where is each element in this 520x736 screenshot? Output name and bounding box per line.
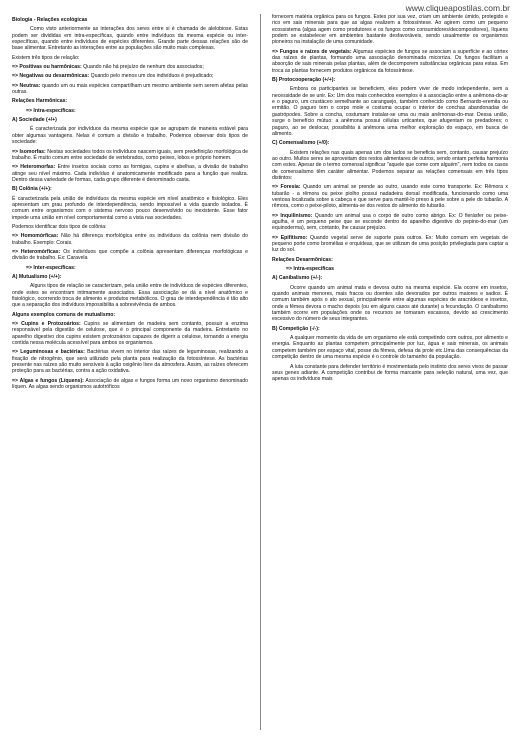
- body-paragraph: Existem três tipos de relação:: [12, 54, 80, 61]
- body-paragraph: Alguns tipos de relação se caracterizam, pela união entre de indivíduos de espécies diferentes, onde estes se encontram intimamente associados. Essa associação se dá a nível anatômico e fisiológico, ocorrendo troca de alimento e produtos metabólicos. O grau de interdependência é tão alto que a separação dos indivíduos impossibilita a sobrevivência de ambos.: [12, 283, 248, 309]
- term-label: => Inquilinismo:: [272, 212, 313, 219]
- term-label: => Isomorfas:: [12, 148, 46, 155]
- section-heading: A) Mutualismo (+/+):: [12, 274, 62, 280]
- section-heading: A) Sociedade (+/+): [12, 117, 57, 124]
- subsection-heading: => Intra-especificas: [286, 266, 335, 273]
- term-label: => Positivas ou harmônicas:: [12, 64, 82, 71]
- definition-paragraph: [12, 73, 248, 79]
- body-paragraph: Embora os participantes se beneficiem, eles podem viver de modo independente, sem a necessidade de se unir. Ex: Um dos mais conhecidos exemplos é a associação entre a anêmona-do-ar e o paguro, um crustáceo semelhante ao caranguejo, também conhecido como Bernardo-eremita ou ermitão. O paguro tem o corpo mole e costuma ocupar o interior de conchas abandonadas de gastrópodes. Sobre a concha, costumam instalar-se uma ou mais anêmonas-do-mar. Dessa união, surge o benefício mútuo: a anêmona possui células urticantes, que afugentam os predadores; o paguro, ao se deslocar, possibilita à anêmona uma melhor exploração do espaço, em busca de alimento.: [272, 86, 508, 137]
- term-label: => Fungos e raízes de vegetais:: [272, 48, 352, 55]
- section-heading: B) Colônia (+/+):: [12, 186, 52, 193]
- definition-paragraph: [12, 378, 248, 391]
- section-heading: B) Protocooperação (+/+):: [272, 77, 336, 84]
- term-label: => Heteromórficas:: [12, 248, 61, 255]
- definition-paragraph: [272, 49, 508, 74]
- term-text: Quando não há prejuízo de nenhum dos associados;: [81, 64, 204, 71]
- body-paragraph: É caracterizada pela união de indivíduos da mesma espécie em nível anatômico e fisiológico. Eles apresentam um grau profundo de interdependência, sendo impossível a vida quando isolados. É comum entre organismos com o sistema nervoso pouco desenvolvido ou inexistente. Esse fator impede uma união em nível comportamental como a vista nas sociedades.: [12, 195, 248, 221]
- definition-paragraph: [272, 184, 508, 209]
- body-paragraph: Podemos identificar dois tipos de colônia:: [12, 223, 107, 230]
- term-label: => Heteromorfas:: [12, 164, 56, 171]
- definition-paragraph: [12, 83, 248, 96]
- term-label: => Cupins e Protozoários:: [12, 321, 81, 328]
- body-paragraph: Existem relações nas quais apenas um dos lados se beneficia sem, contanto, causar prejuízo ao outro. Muitos seres se aproveitam dos restos alimentares de outros, sendo entam perfeita harmonia com estes. Apesar de o termo comensal significar "aquele que come com alguém", nem todos os casos de comensalismo têm caráter alimentar. Podemos separar as relações comensais em três tipos distintos:: [272, 149, 508, 181]
- term-text: Bactérias vivem no interior das raízes de leguminosas, realizando a fixação de nitrogênio, que será utilizado pela planta para realização da fotossíntese. As bactérias presente nas raízes são muito sensíveis à ação oxigênio livre da atmosfera. Assim, as raízes oferecem proteção para as bactérias, contra a ação oxidativa.: [12, 349, 248, 375]
- definition-paragraph: [12, 233, 248, 246]
- body-paragraph: Como visto anteriormente as interações dos seres entre si é chamada de alelobiose. Estas podem ser divididas em intra-específicas, quando entre indivíduos da mesma espécie ou inter-específicas, quando entre indivíduos de espécies diferentes. Grande parte dessas relações são de base alimentar. Entretanto as interações entre as populações são muito mais complexas.: [12, 26, 248, 52]
- term-text: Quando um animal se prende ao outro, usando este como transporte. Ex: Rêmora x tubarão - a rêmora ou peixe piolho possui nadadeira dorsal modificada, funcionando como uma ventosa localizada sobre a cabeça e que serve para mantê-lo preso à pele sobre a pele do tubarão. A rêmora, como o peixe-piloto, alimenta-se dos restos do alimento do tubarão.: [272, 184, 508, 210]
- definition-paragraph: [12, 149, 248, 162]
- term-text: Nestas sociedades todos os indivíduos nascem iguais, sem predefinição morfológica de trabalho. É muito comum entre sociedade de vertebrados, como peixes, lobos e próprio homem.: [12, 148, 248, 161]
- term-label: => Algas e fungos (Líquens):: [12, 377, 84, 384]
- section-heading: Alguns exemplos comuns de mutualismo:: [12, 311, 116, 318]
- definition-paragraph: [272, 213, 508, 232]
- term-label: => Homomórficas:: [12, 233, 59, 240]
- subsection-heading: => Intra-específicas:: [26, 107, 76, 114]
- body-paragraph: A qualquer momento da vida de um organismo ele está competindo com outros, por alimento e energia. Enquanto as plantas competem principalmente por luz, água e sais minerais, os animais competem também por espaço vital, posse da fêmea, defesa da prole etc.Uma das consequências da competição dentro de uma mesma espécie é o controle do tamanho da população.: [272, 335, 508, 361]
- term-label: => Epifitismo:: [272, 234, 308, 241]
- column-divider: [260, 14, 261, 730]
- section-heading: C) Comensalismo (+/0):: [272, 140, 330, 147]
- definition-paragraph: [12, 349, 248, 374]
- definition-paragraph: [12, 321, 248, 346]
- body-paragraph: É caracterizada por indivíduos da mesma espécie que se agrupam de maneira estável para obter algumas vantagens. Nelas é comum a divisão e trabalho. Podemos observar dois tipos de sociedade:: [12, 126, 248, 146]
- section-heading: B) Competição (-/-):: [272, 325, 320, 332]
- right-column: [272, 14, 508, 386]
- section-heading: Biologia - Relações ecológicas: [12, 17, 88, 23]
- term-text: Associação de algas e fungos forma um novo organismo denominado líquen. As algas sendo organismos autotróficos: [12, 377, 248, 391]
- section-heading: Relações Harmônicas:: [12, 98, 68, 105]
- term-label: => Leguminosas e bactérias:: [12, 349, 85, 356]
- term-text: Quando um animal usa o corpo de outro como abrigo. Ex: O fierásfer ou peixe-agulha, é um pequeno peixe que se esconde dentro do aparelho digestivo do pepino-do-mar (um equinoderma), sem, contanto, lhe causar prejuízo.: [272, 212, 509, 232]
- definition-paragraph: [272, 235, 508, 254]
- definition-paragraph: [12, 249, 248, 262]
- left-column: [12, 14, 248, 394]
- term-label: => Neutras:: [12, 82, 41, 89]
- section-heading: Relações Desarmônicas:: [272, 256, 333, 263]
- body-paragraph: Ocorre quando um animal mata e devora outro na mesma espécie. Ela ocorre em insetos, quando animais menores, mais fracos ou doentes são devorados por outros maiores e sadios. É comum também após o ato sexual, principalmente entre algumas espécies de aracnídeos e insetos, onde a fêmea devora o macho depois (ou em alguns casos até durante) a fecundação. O canibalismo também ocorre em populações onde os recursos se tornaram escassos, devido ao crescimento excessivo do número de seus integrantes.: [272, 284, 508, 323]
- definition-paragraph: [12, 64, 248, 70]
- term-text: Quando pelo menos um dos indivíduos é prejudicado;: [89, 73, 214, 80]
- body-paragraph: A luta constante para defender território é movimentada pelo instinto dos seres vivos de passar seus genes adiante. A competição contribui de forma marcante para seleção natural, uma vez, que apenas os indivíduos mais: [272, 363, 508, 383]
- term-text: Não há diferença morfológica entre os indivíduos da colônia nem divisão do trabalho. Exemplo: Corais.: [12, 233, 248, 246]
- term-text: Entre insetos sociais como as formigas, cupins e abelhas, a divisão de trabalho atinge seu nível máximo. Cada indivíduo é anatomicamente modificado para a função que realiza. Dentro dessa variedade de formas, cada grupo diferente é denominado casta.: [12, 164, 248, 183]
- term-text: Cupins se alimentam de madeira sem contanto, possuir a enzima responsável pela digestão de celulose, que é o principal componente da madeira. Entretanto no aparelho digestivo dos cupins existem protozoários capazes de digerir a celulose, tornando a energia contida nessa molécula acessível para ambos os organismos.: [12, 321, 248, 347]
- term-text: Quando vegetal serve de suporte para outros. Ex: Muito comum em vegetais de pequeno porte como bromélias e orquídeas, que se utilizam de uma posição privilegiada para captar a luz do sol.: [272, 234, 508, 254]
- term-label: => Negativas ou desarmônicas:: [12, 73, 90, 80]
- definition-paragraph: [12, 164, 248, 183]
- subsection-heading: => Inter-específicas:: [26, 264, 76, 271]
- body-paragraph: fornecem matéria orgânica para os fungos. Estes por sua vez, criam um ambiente úmido, protegido e rico em sais minerais para que as algas realizem a fotossíntese. Ao agirem como um pequeno ecossistema (algas agem como produtores e os fungos como consumidores/decompositores), líquens podem se estabelecer em ambientes bastante desfavoráveis, sendo usualmente os organismos pioneiros na instalação de uma comunidade.: [272, 14, 508, 46]
- term-label: => Foresia:: [272, 184, 301, 191]
- section-heading: A) Canibalismo (+/-):: [272, 275, 323, 282]
- term-text: quando um ou mais espécies compartilham um mesmo ambiente sem serem afetas pelas outras.: [12, 82, 248, 96]
- term-text: Algumas espécies de fungos se associam a superfície e ao córtex das raízes de plantas, formando uma associação denominada micorriza. Os fungos facilitam a absorção de sais minerais pelas plantas, além de decomporem substâncias orgânicas para estas. Em troca as plantas fornecem produtos orgânicos da fotossíntese.: [272, 48, 508, 74]
- term-text: Os indivíduos que compõe a colônia apresentam diferenças morfológicas e divisão de trabalho. Ex: Caravela: [12, 248, 248, 262]
- site-url[interactable]: www.cliqueapostilas.com.br: [405, 3, 510, 13]
